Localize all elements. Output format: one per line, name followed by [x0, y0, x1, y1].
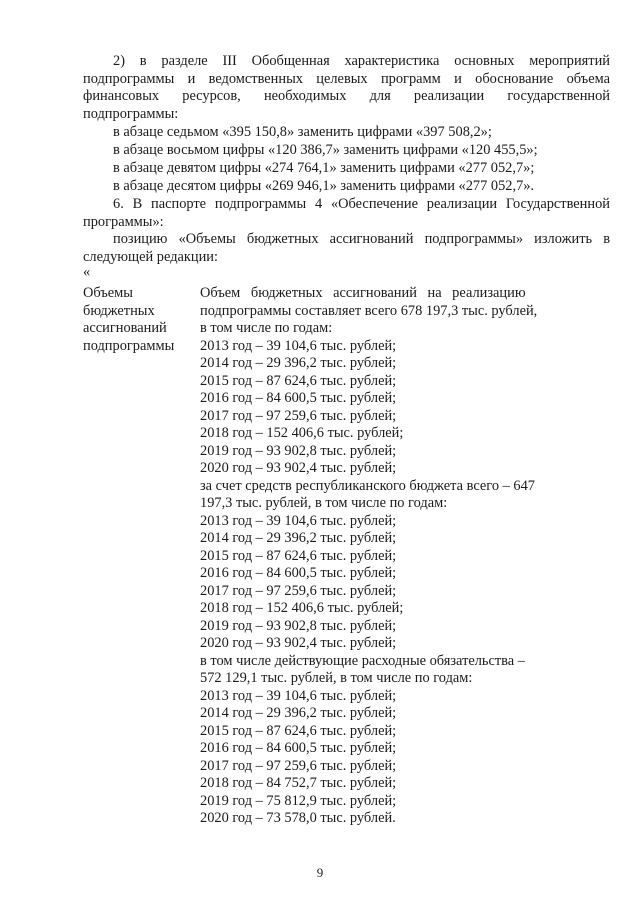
amendment-item: в абзаце девятом цифры «274 764,1» заменить цифрами «277 052,7»;: [113, 160, 535, 176]
year-line: 2017 год – 97 259,6 тыс. рублей;: [200, 582, 397, 599]
year-line: 2020 год – 93 902,4 тыс. рублей;: [200, 635, 397, 651]
year-line: 2019 год – 75 812,9 тыс. рублей;: [200, 792, 397, 809]
year-line: 2016 год – 84 600,5 тыс. рублей;: [200, 565, 397, 581]
year-line: 2018 год – 152 406,6 тыс. рублей;: [200, 425, 404, 441]
label-line: ассигнований: [83, 320, 167, 336]
year-line: 2013 год – 39 104,6 тыс. рублей;: [200, 512, 397, 529]
republic-intro-line: 197,3 тыс. рублей, в том числе по годам:: [200, 495, 448, 511]
label-line: Объемы: [83, 285, 133, 301]
year-line: 2018 год – 152 406,6 тыс. рублей;: [200, 600, 404, 616]
total-intro-line: подпрограммы составляет всего 678 197,3 тыс. рублей,: [200, 302, 538, 319]
year-line: 2013 год – 39 104,6 тыс. рублей;: [200, 337, 397, 354]
label-line: подпрограммы: [83, 337, 175, 354]
year-line: 2020 год – 93 902,4 тыс. рублей;: [200, 460, 397, 476]
year-line: 2017 год – 97 259,6 тыс. рублей;: [200, 757, 397, 774]
amendment-item: в абзаце седьмом «395 150,8» заменить цифрами «397 508,2»;: [113, 124, 492, 140]
label-line: бюджетных: [83, 302, 155, 319]
year-line: 2013 год – 39 104,6 тыс. рублей;: [200, 687, 397, 704]
year-line: 2019 год – 93 902,8 тыс. рублей;: [200, 442, 397, 459]
year-line: 2016 год – 84 600,5 тыс. рублей;: [200, 390, 397, 406]
section-2-intro: 2) в разделе III Обобщенная характеристика основных мероприятий подпрограммы и ведомственных целевых программ и обоснование объема финансовых ресурсов, необходимых для реализации государственной подпрограммы:: [83, 53, 610, 122]
total-intro-line: Объем бюджетных ассигнований на реализацию: [200, 285, 526, 301]
year-line: 2018 год – 84 752,7 тыс. рублей;: [200, 775, 397, 791]
total-intro-line: в том числе по годам:: [200, 320, 333, 336]
table-label-column: [83, 285, 193, 355]
year-line: 2017 год – 97 259,6 тыс. рублей;: [200, 407, 397, 424]
year-line: 2014 год – 29 396,2 тыс. рублей;: [200, 530, 397, 546]
obligations-intro-line: в том числе действующие расходные обязательства –: [200, 652, 525, 669]
position-instruction: позицию «Объемы бюджетных ассигнований подпрограммы» изложить в следующей редакции:: [83, 231, 610, 265]
year-line: 2020 год – 73 578,0 тыс. рублей.: [200, 810, 396, 826]
year-line: 2015 год – 87 624,6 тыс. рублей;: [200, 547, 397, 564]
amendment-item: в абзаце восьмом цифры «120 386,7» заменить цифрами «120 455,5»;: [113, 142, 538, 158]
amendment-item: в абзаце десятом цифры «269 946,1» заменить цифрами «277 052,7».: [113, 178, 535, 194]
year-line: 2015 год – 87 624,6 тыс. рублей;: [200, 372, 397, 389]
year-line: 2014 год – 29 396,2 тыс. рублей;: [200, 355, 397, 371]
page-number: 9: [316, 865, 324, 880]
year-line: 2019 год – 93 902,8 тыс. рублей;: [200, 617, 397, 634]
table-value-column: [200, 285, 550, 828]
year-line: 2014 год – 29 396,2 тыс. рублей;: [200, 705, 397, 721]
section-6-intro: 6. В паспорте подпрограммы 4 «Обеспечение реализации Государственной программы»:: [83, 196, 610, 230]
opening-quote-mark: «: [83, 264, 91, 280]
republic-intro-line: за счет средств республиканского бюджета всего – 647: [200, 477, 536, 494]
obligations-intro-line: 572 129,1 тыс. рублей, в том числе по годам:: [200, 670, 473, 686]
year-line: 2015 год – 87 624,6 тыс. рублей;: [200, 722, 397, 739]
year-line: 2016 год – 84 600,5 тыс. рублей;: [200, 740, 397, 756]
